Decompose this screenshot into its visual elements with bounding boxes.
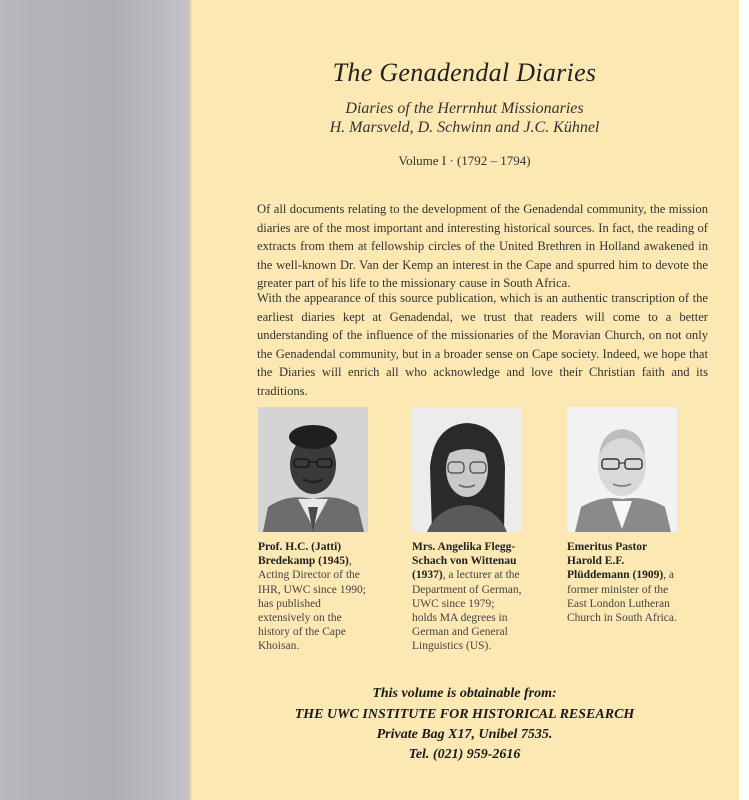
- author-name: Emeritus Pastor Harold E.F. Plüddemann (1909): [567, 541, 664, 582]
- volume-label: Volume I · (1792 – 1794): [398, 153, 531, 168]
- page-edge: [739, 0, 749, 800]
- author-name: Mrs. Angelika Flegg-Schach von Wittenau (1937): [412, 541, 517, 582]
- author-photo-bredekamp: [258, 407, 368, 532]
- author-bio: , a lecturer at the Department of German, UWC since 1979; holds MA degrees in German and General Linguistics (US).: [412, 569, 522, 653]
- author-name: Prof. H.C. (Jatti) Bredekamp (1945): [258, 541, 349, 568]
- publisher-address: Private Bag X17, Unibel 7535.: [376, 727, 553, 742]
- back-cover: [190, 0, 739, 800]
- author-caption-pluddemann: [567, 540, 677, 625]
- book-title: The Genadendal Diaries: [332, 58, 597, 87]
- subtitle-line-1: Diaries of the Herrnhut Missionaries: [345, 100, 584, 117]
- description-paragraph-2: With the appearance of this source publication, which is an authentic transcription of the earliest diaries kept at Genadendal, we trust that readers will come to a better understanding of the influence of the missionaries of the Moravian Church, on not only the Genadendal community, but in a broader sense on Cape society. Indeed, we hope that the Diaries will enrich all who acknowledge and love their Christian faith and its traditions.: [257, 291, 708, 398]
- author-caption-flegg-schach: [412, 540, 522, 654]
- publisher-phone: Tel. (021) 959-2616: [408, 747, 521, 762]
- author-bio: , Acting Director of the IHR, UWC since 1990; has published extensively on the history of the Cape Khoisan.: [258, 555, 366, 653]
- subtitle-line-2: H. Marsveld, D. Schwinn and J.C. Kühnel: [329, 119, 600, 136]
- author-photo-pluddemann: [567, 407, 677, 532]
- author-bio: , a former minister of the East London Lutheran Church in South Africa.: [567, 569, 677, 625]
- author-caption-bredekamp: [258, 540, 368, 654]
- book-spine: [0, 0, 190, 800]
- author-photo-flegg-schach: [412, 407, 522, 532]
- description-paragraph-1: Of all documents relating to the development of the Genadendal community, the mission diaries are of the most important and interesting historical sources. In fact, the reading of extracts from them at fellowship circles of the United Brethren in Holland awakened in the well-known Dr. Van der Kemp an interest in the Cape and spurred him to devote the greater part of his life to the missionary cause in South Africa.: [257, 202, 708, 291]
- availability-heading: This volume is obtainable from:: [372, 686, 557, 701]
- publisher-name: THE UWC INSTITUTE FOR HISTORICAL RESEARCH: [294, 707, 635, 722]
